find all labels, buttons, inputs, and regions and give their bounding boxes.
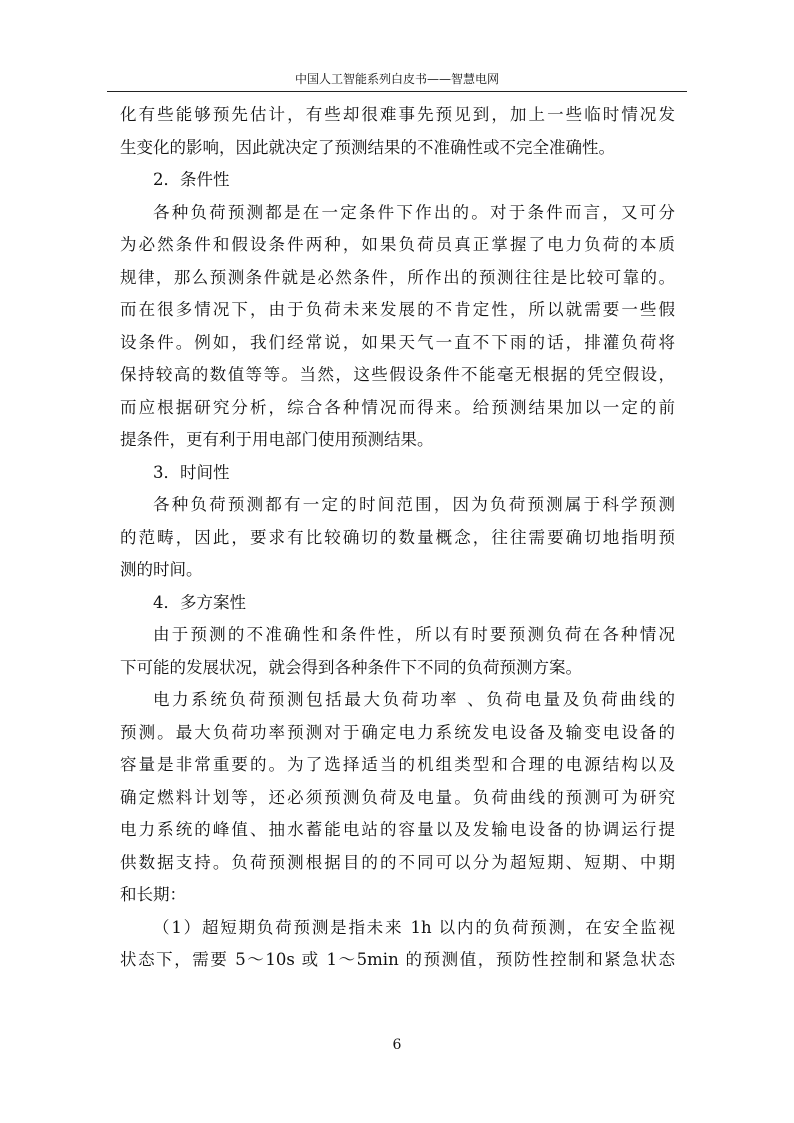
text-line: 容量是非常重要的。为了选择适当的机组类型和合理的电源结构以及 xyxy=(120,755,675,774)
text-line: 供数据支持。负荷预测根据目的的不同可以分为超短期、短期、中期 xyxy=(120,852,675,872)
text-line: 各种负荷预测都有一定的时间范围，因为负荷预测属于科学预测 xyxy=(153,495,675,514)
text-line: 规律，那么预测条件就是必然条件，所作出的预测往往是比较可靠的。 xyxy=(120,267,675,287)
running-header: 中国人工智能系列白皮书——智慧电网 xyxy=(294,72,499,86)
text-line: （1）超短期负荷预测是指未来 1h 以内的负荷预测，在安全监视 xyxy=(153,917,675,937)
text-line: 预测。最大负荷功率预测对于确定电力系统发电设备及输变电设备的 xyxy=(120,722,675,742)
text-line: 状态下，需要 5～10s 或 1～5min 的预测值，预防性控制和紧急状态 xyxy=(120,950,675,969)
text-line: 而应根据研究分析，综合各种情况而得来。给预测结果加以一定的前 xyxy=(120,397,675,417)
text-line: 下可能的发展状况，就会得到各种条件下不同的负荷预测方案。 xyxy=(120,657,582,677)
text-line: 的范畴，因此，要求有比较确切的数量概念，往往需要确切地指明预 xyxy=(120,527,675,547)
text-line: 设条件。例如，我们经常说，如果天气一直不下雨的话，排灌负荷将 xyxy=(120,332,675,352)
text-line: 保持较高的数值等等。当然，这些假设条件不能毫无根据的凭空假设， xyxy=(120,365,675,384)
text-line: 各种负荷预测都是在一定条件下作出的。对于条件而言，又可分 xyxy=(153,202,675,222)
text-line: 2．条件性 xyxy=(153,170,230,189)
text-line: 3．时间性 xyxy=(153,462,230,482)
text-line: 为必然条件和假设条件两种，如果负荷员真正掌握了电力负荷的本质 xyxy=(120,235,675,254)
text-line: 提条件，更有利于用电部门使用预测结果。 xyxy=(120,430,434,449)
text-line: 由于预测的不准确性和条件性，所以有时要预测负荷在各种情况 xyxy=(153,625,675,644)
text-line: 电力系统负荷预测包括最大负荷功率 、负荷电量及负荷曲线的 xyxy=(153,690,675,709)
page-number: 6 xyxy=(392,1037,402,1053)
text-line: 电力系统的峰值、抽水蓄能电站的容量以及发输电设备的协调运行提 xyxy=(120,820,675,839)
text-line: 化有些能够预先估计，有些却很难事先预见到，加上一些临时情况发 xyxy=(120,105,675,124)
text-line: 而在很多情况下，由于负荷未来发展的不肯定性，所以就需要一些假 xyxy=(120,300,675,319)
text-line: 和长期： xyxy=(120,885,186,904)
text-line: 生变化的影响，因此就决定了预测结果的不准确性或不完全准确性。 xyxy=(120,137,615,157)
text-line: 测的时间。 xyxy=(120,560,203,579)
text-line: 确定燃料计划等，还必须预测负荷及电量。负荷曲线的预测可为研究 xyxy=(120,787,675,807)
header-rule xyxy=(107,91,687,92)
body-text xyxy=(120,99,675,977)
text-line: 4．多方案性 xyxy=(153,592,246,612)
